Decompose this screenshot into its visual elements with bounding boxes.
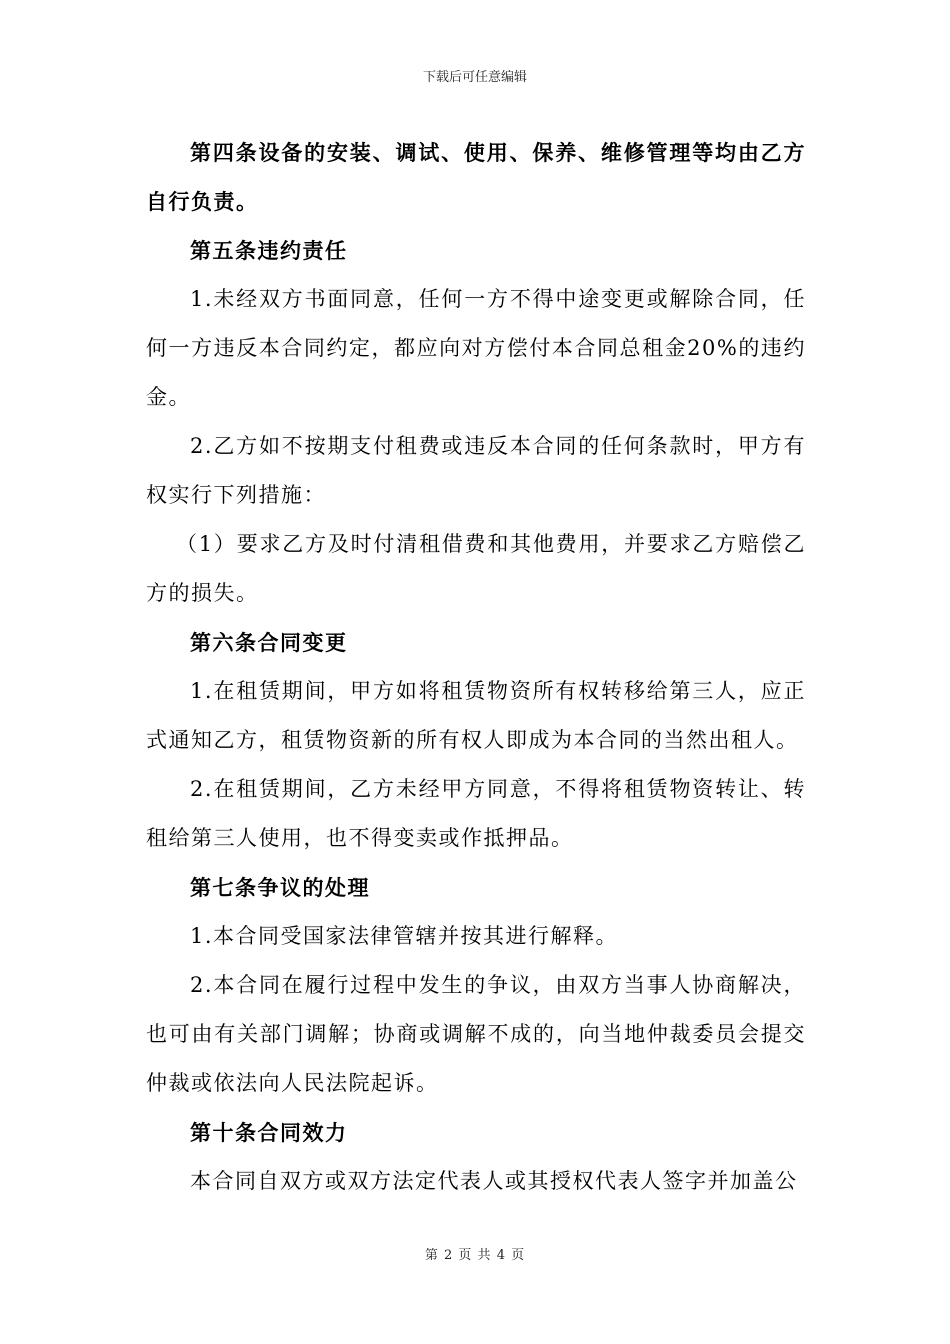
document-body <box>146 128 806 1206</box>
header-note: 下载后可任意编辑 <box>422 70 527 85</box>
article-7-clause-2: 2.本合同在履行过程中发生的争议，由双方当事人协商解决，也可由有关部门调解；协商或调解不成的，向当地仲裁委员会提交仲裁或依法向人民法院起诉。 <box>146 973 806 1095</box>
article-6-clause-1: 1.在租赁期间，甲方如将租赁物资所有权转移给第三人，应正式通知乙方，租赁物资新的所有权人即成为本合同的当然出租人。 <box>146 679 806 752</box>
article-4-paragraph: 第四条设备的安装、调试、使用、保养、维修管理等均由乙方自行负责。 <box>146 140 806 214</box>
page-number: 第 2 页 共 4 页 <box>424 1248 526 1263</box>
article-5-clause-1: 1.未经双方书面同意，任何一方不得中途变更或解除合同，任何一方违反本合同约定，都应向对方偿付本合同总租金20%的违约金。 <box>146 287 806 409</box>
article-5-clause-2: 2.乙方如不按期支付租费或违反本合同的任何条款时，甲方有权实行下列措施： <box>146 434 806 507</box>
article-5-heading: 第五条违约责任 <box>190 238 348 263</box>
article-7-clause-1: 1.本合同受国家法律管辖并按其进行解释。 <box>190 924 619 948</box>
article-6-heading: 第六条合同变更 <box>190 630 348 655</box>
article-10-heading: 第十条合同效力 <box>190 1120 348 1145</box>
article-5-clause-2-item-1: （1）要求乙方及时付清租借费和其他费用，并要求乙方赔偿乙方的损失。 <box>146 532 806 605</box>
article-6-clause-2: 2.在租赁期间，乙方未经甲方同意，不得将租赁物资转让、转租给第三人使用，也不得变卖或作抵押品。 <box>146 777 806 850</box>
article-7-heading: 第七条争议的处理 <box>190 875 370 900</box>
article-10-paragraph: 本合同自双方或双方法定代表人或其授权代表人签字并加盖公 <box>190 1169 798 1193</box>
